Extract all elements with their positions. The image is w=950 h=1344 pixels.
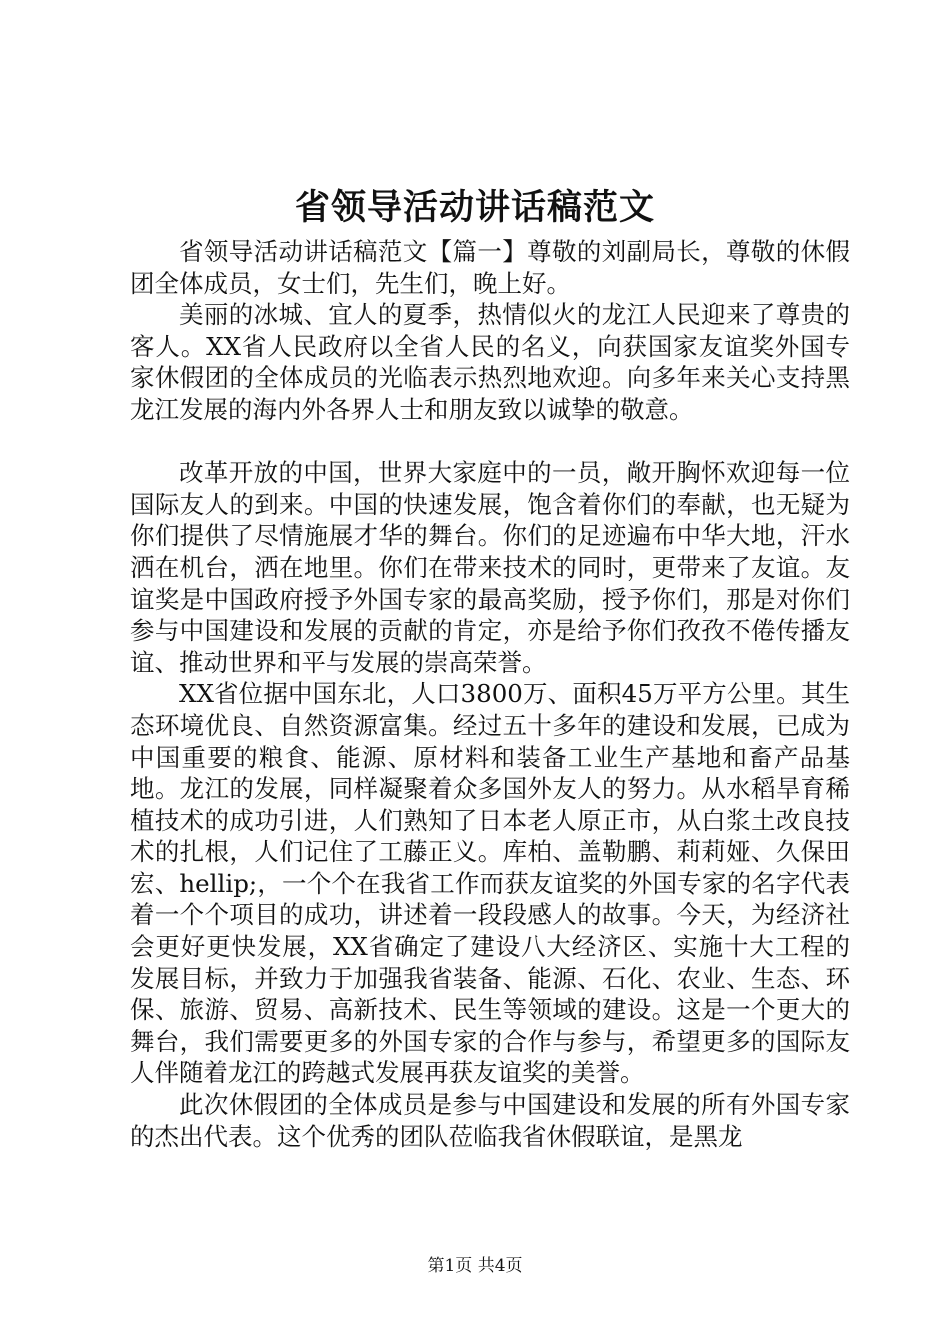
paragraph: 改革开放的中国，世界大家庭中的一员，敞开胸怀欢迎每一位国际友人的到来。中国的快速发展，饱含着你们的奉献，也无疑为你们提供了尽情施展才华的舞台。你们的足迹遍布中华大地，汗水洒在机台，洒在地里。你们在带来技术的同时，更带来了友谊。友谊奖是中国政府授予外国专家的最高奖励，授予你们，那是对你们参与中国建设和发展的贡献的肯定，亦是给予你们孜孜不倦传播友谊、推动世界和平与发展的崇高荣誉。 [130, 458, 850, 677]
document-body [130, 236, 850, 1152]
page-number-footer: 第1页 共4页 [427, 1256, 523, 1276]
paragraph: XX省位据中国东北，人口3800万、面积45万平方公里。其生态环境优良、自然资源富集。经过五十多年的建设和发展，已成为中国重要的粮食、能源、原材料和装备工业生产基地和畜产品基地。龙江的发展，同样凝聚着众多国外友人的努力。从水稻旱育稀植技术的成功引进，人们熟知了日本老人原正市，从白浆土改良技术的扎根，人们记住了工藤正义。库柏、盖勒鹏、莉莉娅、久保田宏、hellip;，一个个在我省工作而获友谊奖的外国专家的名字代表着一个个项目的成功，讲述着一段段感人的故事。今天，为经济社会更好更快发展，XX省确定了建设八大经济区、实施十大工程的发展目标，并致力于加强我省装备、能源、石化、农业、生态、环保、旅游、贸易、高新技术、民生等领域的建设。这是一个更大的舞台，我们需要更多的外国专家的合作与参与，希望更多的国际友人伴随着龙江的跨越式发展再获友谊奖的美誉。 [130, 679, 850, 1088]
paragraph: 省领导活动讲话稿范文【篇一】尊敬的刘副局长，尊敬的休假团全体成员，女士们，先生们，晚上好。 [130, 237, 850, 298]
document-title: 省领导活动讲话稿范文 [294, 187, 655, 228]
paragraph: 此次休假团的全体成员是参与中国建设和发展的所有外国专家的杰出代表。这个优秀的团队莅临我省休假联谊，是黑龙 [130, 1090, 850, 1151]
paragraph: 美丽的冰城、宜人的夏季，热情似火的龙江人民迎来了尊贵的客人。XX省人民政府以全省人民的名义，向获国家友谊奖外国专家休假团的全体成员的光临表示热烈地欢迎。向多年来关心支持黑龙江发展的海内外各界人士和朋友致以诚挚的敬意。 [130, 300, 850, 424]
